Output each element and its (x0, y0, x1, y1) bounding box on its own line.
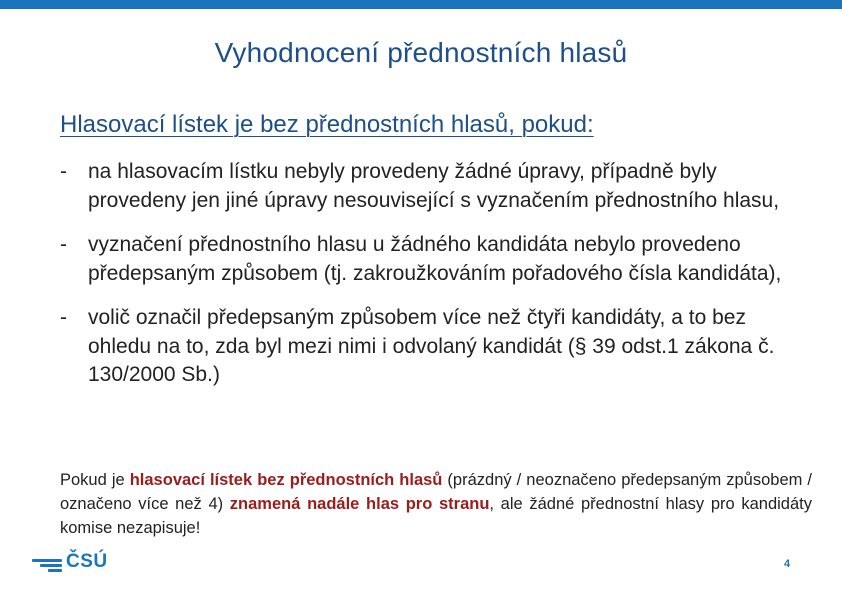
logo-stripe (32, 559, 62, 562)
logo-text: ČSÚ (66, 551, 108, 572)
bullet-marker: - (60, 160, 67, 183)
note-text: (prázdný / neoznačeno předepsaným způsobem / označeno více než 4) (60, 471, 813, 513)
bullet-item (60, 231, 800, 288)
page-number: 4 (784, 558, 791, 570)
top-accent-bar (0, 0, 842, 9)
bullet-list (60, 158, 800, 390)
bullet-marker: - (60, 233, 67, 256)
note-emphasis: hlasovací lístek bez přednostních hlasů (129, 471, 443, 489)
bullet-text: vyznačení přednostního hlasu u žádného kandidáta nebylo provedeno předepsaným způsobem (tj. zakroužkováním pořadového čísla kandidáta), (88, 233, 782, 285)
logo-stripe (48, 569, 62, 572)
bullet-item (60, 158, 800, 215)
summary-note (60, 468, 812, 540)
slide-heading: Hlasovací lístek je bez přednostních hlasů, pokud: (60, 111, 594, 138)
slide-title: Vyhodnocení přednostních hlasů (214, 37, 628, 68)
csu-logo (32, 553, 112, 575)
bullet-marker: - (60, 306, 67, 329)
note-text: Pokud je (60, 471, 130, 489)
note-emphasis: znamená nadále hlas pro stranu (229, 495, 490, 513)
note-text: , ale žádné přednostní hlasy pro kandidáty komise nezapisuje! (60, 495, 812, 537)
logo-stripe (40, 564, 62, 567)
bullet-text: volič označil předepsaným způsobem více než čtyři kandidáty, a to bez ohledu na to, zda byl mezi nimi i odvolaný kandidát (§ 39 odst.1 zákona č. 130/2000 Sb.) (88, 306, 775, 386)
bullet-text: na hlasovacím lístku nebyly provedeny žádné úpravy, případně byly provedeny jen jiné úpravy nesouvisející s vyznačením přednostního hlasu, (88, 160, 780, 212)
bullet-item (60, 304, 800, 390)
